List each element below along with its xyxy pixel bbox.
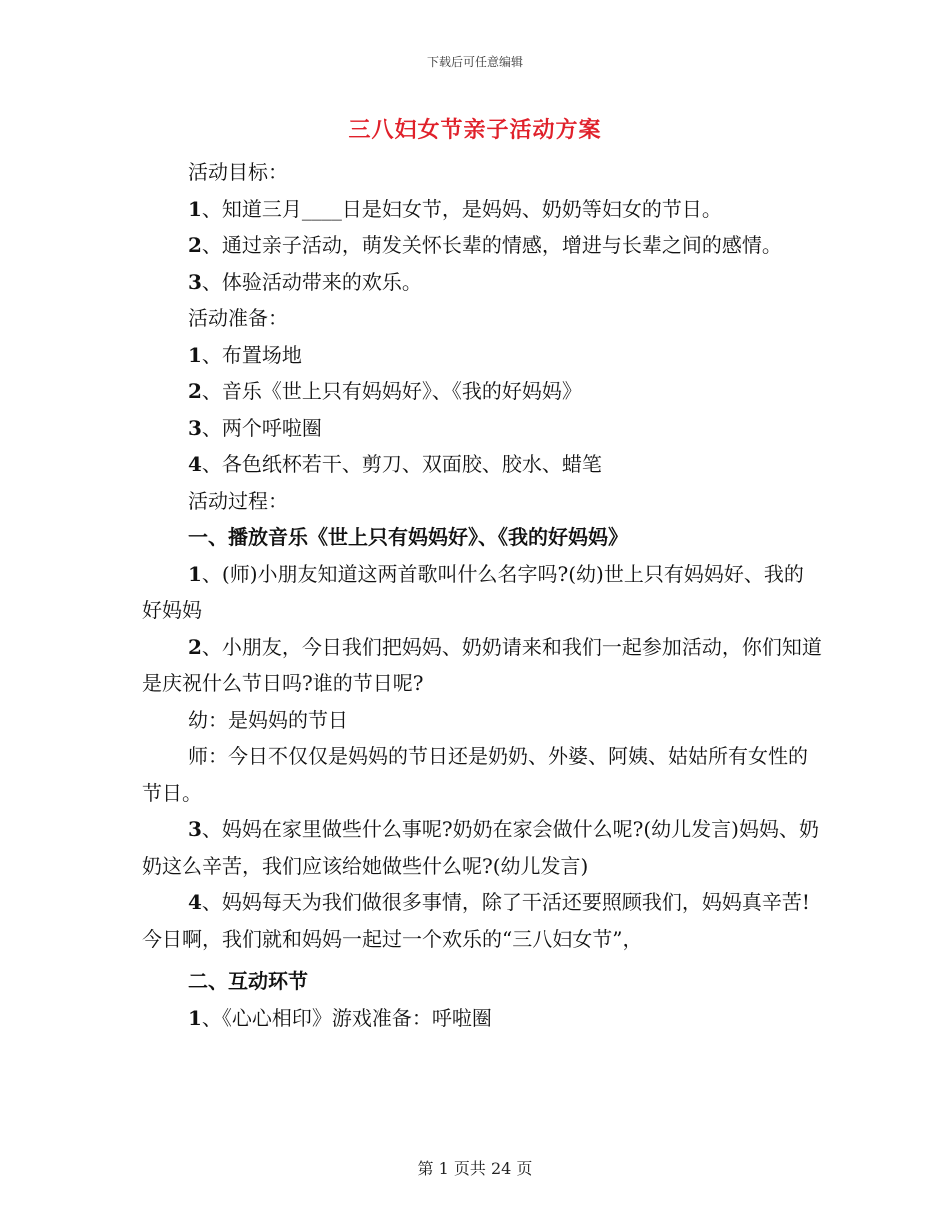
section-heading-2: 二、互动环节 — [188, 969, 308, 993]
document-body — [142, 154, 822, 1036]
section-heading-1: 一、播放音乐《世上只有妈妈好》、《我的好妈妈》 — [188, 525, 628, 549]
paragraph-process-1: 1、(师)小朋友知道这两首歌叫什么名字吗?(幼)世上只有妈妈好、我的好妈妈 — [142, 561, 804, 622]
paragraph-child-reply: 幼：是妈妈的节日 — [188, 707, 348, 732]
paragraph-interaction-1: 1、《心心相印》游戏准备：呼啦圈 — [188, 1005, 492, 1030]
paragraph-prep-heading: 活动准备： — [188, 306, 288, 330]
paragraph-goals-heading: 活动目标： — [188, 160, 288, 184]
header-note: 下载后可任意编辑 — [426, 55, 523, 69]
paragraph-process-3: 3、妈妈在家里做些什么事呢?奶奶在家会做什么呢?(幼儿发言)妈妈、奶奶这么辛苦，我们应该给她做些什么呢?(幼儿发言) — [142, 817, 819, 878]
paragraph-goal-3: 3、体验活动带来的欢乐。 — [188, 269, 422, 294]
paragraph-process-2: 2、小朋友，今日我们把妈妈、奶奶请来和我们一起参加活动，你们知道是庆祝什么节日吗?谁的节日呢? — [142, 634, 822, 695]
page-footer: 第 1 页共 24 页 — [417, 1159, 533, 1178]
paragraph-goal-1: 1、知道三月____日是妇女节，是妈妈、奶奶等妇女的节日。 — [188, 196, 722, 221]
paragraph-process-4: 4、妈妈每天为我们做很多事情，除了干活还要照顾我们，妈妈真辛苦!今日啊，我们就和妈妈一起过一个欢乐的“三八妇女节”， — [142, 890, 810, 951]
document-title: 三八妇女节亲子活动方案 — [348, 117, 602, 143]
paragraph-prep-3: 3、两个呼啦圈 — [188, 415, 322, 440]
paragraph-teacher-reply: 师：今日不仅仅是妈妈的节日还是奶奶、外婆、阿姨、姑姑所有女性的节日。 — [142, 744, 808, 805]
paragraph-goal-2: 2、通过亲子活动，萌发关怀长辈的情感，增进与长辈之间的感情。 — [188, 233, 782, 257]
paragraph-prep-1: 1、布置场地 — [188, 342, 302, 367]
paragraph-prep-4: 4、各色纸杯若干、剪刀、双面胶、胶水、蜡笔 — [188, 452, 602, 476]
paragraph-process-heading: 活动过程： — [188, 488, 288, 513]
paragraph-prep-2: 2、音乐《世上只有妈妈好》、《我的好妈妈》 — [188, 379, 582, 403]
